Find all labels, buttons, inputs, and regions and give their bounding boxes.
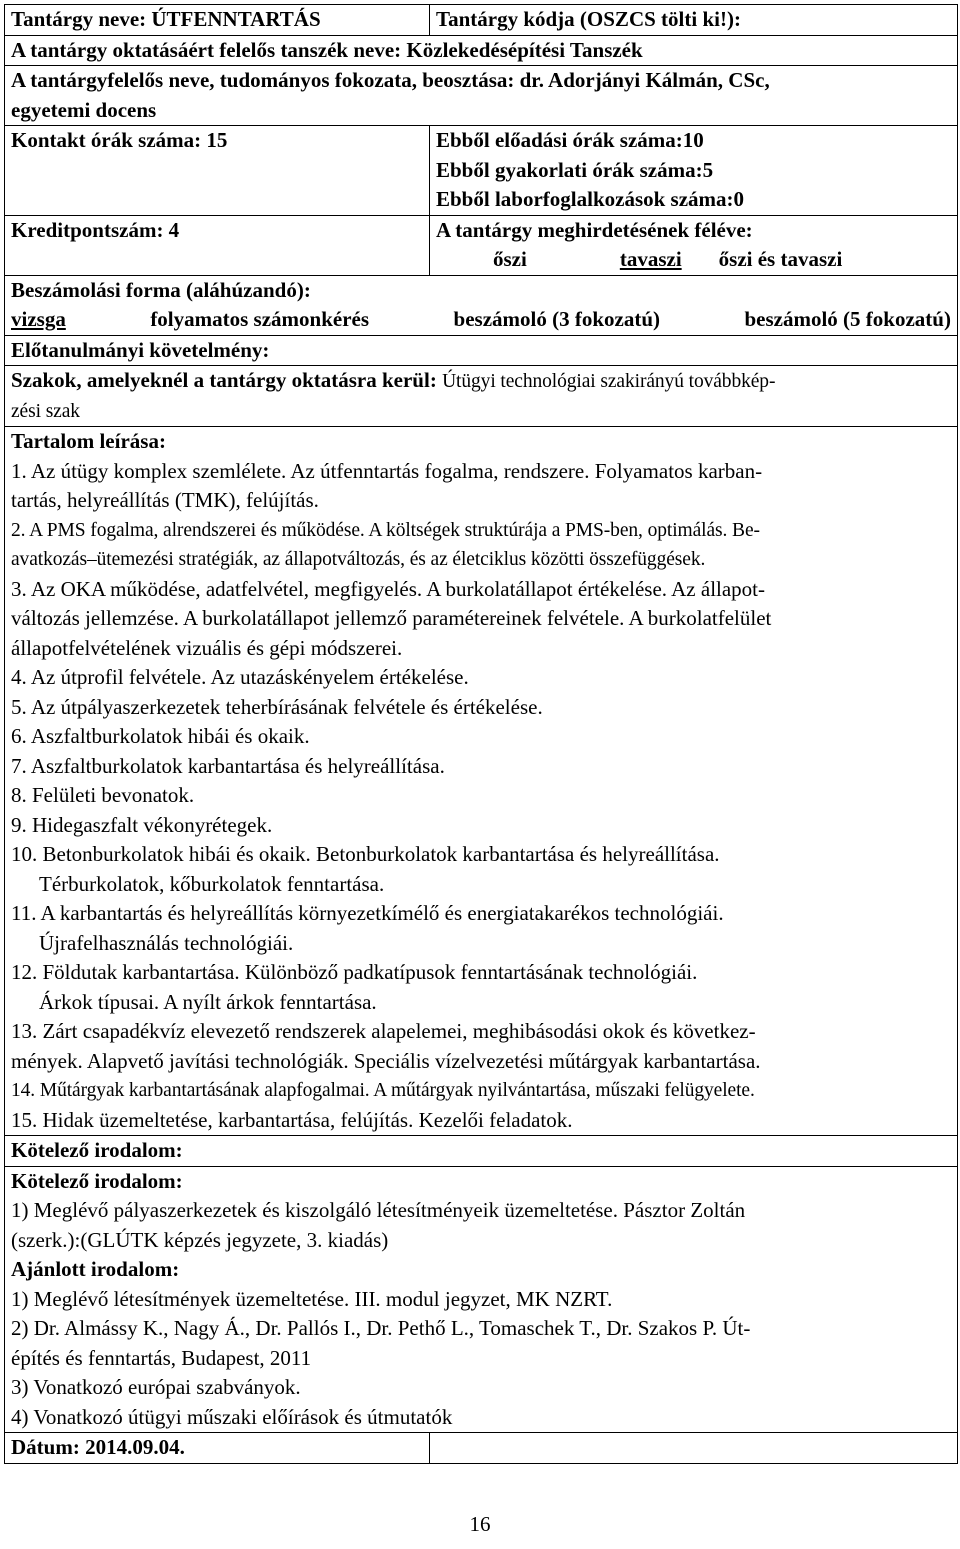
row-credits [5, 215, 958, 275]
content-line: Árkok típusai. A nyílt árkok fenntartása. [39, 989, 377, 1014]
content-line: 12. Földutak karbantartása. Különböző padkatípusok fenntartásának technológiái. [11, 960, 698, 984]
row-course-name [5, 5, 958, 36]
recommended-literature-item: 2) Dr. Almássy K., Nagy Á., Dr. Pallós I., Dr. Pethő L., Tomaschek T., Dr. Szakos P. Út- [11, 1316, 751, 1340]
row-hours [5, 126, 958, 216]
semester-label: A tantárgy meghirdetésének féléve: [436, 217, 753, 242]
assessment-continuous: folyamatos számonkérés [150, 307, 370, 331]
programs [5, 366, 958, 427]
recommended-literature-item: 3) Vonatkozó európai szabványok. [11, 1375, 301, 1399]
hours-breakdown [430, 126, 958, 216]
responsible-line-1: A tantárgyfelelős neve, tudományos fokozata, beosztása: dr. Adorjányi Kálmán, CSc, [11, 68, 770, 92]
assessment-exam: vizsga [11, 307, 66, 331]
row-department [5, 35, 958, 66]
content-line: tartás, helyreállítás (TMK), felújítás. [11, 488, 319, 512]
content-line: mények. Alapvető javítási technológiák. Speciális vízelvezetési műtárgyak karbantartása. [11, 1048, 761, 1073]
content-line: változás jellemzése. A burkolatállapot jellemző paramétereinek felvétele. A burkolatfelület [11, 606, 772, 630]
course-name: Tantárgy neve: ÚTFENNTARTÁS [5, 5, 430, 36]
content-line: 6. Aszfaltburkolatok hibái és okaik. [11, 724, 310, 748]
content-line: 9. Hidegaszfalt vékonyrétegek. [11, 812, 273, 837]
content-line: 3. Az OKA működése, adatfelvétel, megfigyelés. A burkolatállapot értékelése. Az állapot- [11, 576, 766, 601]
content-line: állapotfelvételének vizuális és gépi módszerei. [11, 635, 403, 660]
row-prereq [5, 335, 958, 366]
content-line: 7. Aszfaltburkolatok karbantartása és helyreállítása. [11, 753, 445, 778]
row-programs [5, 366, 958, 427]
assessment [5, 275, 958, 335]
programs-value-1: Útügyi technológiai szakirányú továbbkép- [442, 371, 776, 392]
programs-label: Szakok, amelyeknél a tantárgy oktatásra kerül: [11, 368, 437, 392]
content-line: 1. Az útügy komplex szemlélete. Az útfenntartás fogalma, rendszere. Folyamatos karban- [11, 458, 763, 483]
row-required-literature-2 [5, 1166, 958, 1433]
semester-autumn: őszi [493, 247, 527, 271]
date-empty-cell [430, 1433, 958, 1464]
semester [430, 215, 958, 275]
semester-both: őszi és tavaszi [718, 247, 843, 271]
department: A tantárgy oktatásáért felelős tanszék neve: Közlekedésépítési Tanszék [5, 35, 958, 66]
responsible-person [5, 66, 958, 126]
course-description-form [4, 4, 958, 1464]
date: Dátum: 2014.09.04. [5, 1433, 430, 1464]
content-line: Térburkolatok, kőburkolatok fenntartása. [39, 871, 385, 896]
practice-hours: Ebből gyakorlati órák száma:5 [436, 157, 714, 182]
semester-spring: tavaszi [619, 247, 682, 271]
lecture-hours: Ebből előadási órák száma:10 [436, 128, 704, 152]
prerequisites: Előtanulmányi követelmény: [5, 335, 958, 366]
row-required-literature-1 [5, 1136, 958, 1167]
content-line: 13. Zárt csapadékvíz elevezető rendszerek alapelemei, meghibásodási okok és következ- [11, 1019, 756, 1043]
row-responsible [5, 66, 958, 126]
row-date [5, 1433, 958, 1464]
recommended-literature-item: 4) Vonatkozó útügyi műszaki előírások és útmutatók [11, 1404, 453, 1429]
assessment-options [11, 305, 951, 335]
required-literature-label: Kötelező irodalom: [11, 1168, 183, 1193]
content-line: avatkozás–ütemezési stratégiák, az állapotváltozás, és az életciklus közötti összefüggések. [11, 549, 706, 570]
content-label: Tartalom leírása: [11, 429, 166, 453]
assessment-label: Beszámolási forma (aláhúzandó): [11, 277, 311, 302]
lab-hours: Ebből laborfoglalkozások száma:0 [436, 187, 745, 211]
content-line: 5. Az útpályaszerkezetek teherbírásának felvétele és értékelése. [11, 694, 543, 719]
responsible-line-2: egyetemi docens [11, 97, 157, 122]
course-code: Tantárgy kódja (OSZCS tölti ki!): [430, 5, 958, 36]
programs-value-2: zési szak [11, 400, 80, 422]
content-line: 15. Hidak üzemeltetése, karbantartása, felújítás. Kezelői feladatok. [11, 1107, 573, 1132]
recommended-literature-item: építés és fenntartás, Budapest, 2011 [11, 1345, 312, 1370]
recommended-literature-label: Ajánlott irodalom: [11, 1257, 180, 1281]
literature [5, 1166, 958, 1433]
content-line: Újrafelhasználás technológiái. [39, 930, 294, 955]
required-literature-item: 1) Meglévő pályaszerkezetek és kiszolgáló létesítményeik üzemeltetése. Pásztor Zoltán [11, 1198, 746, 1222]
row-content [5, 427, 958, 1136]
content-line: 4. Az útprofil felvétele. Az utazáskényelem értékelése. [11, 665, 469, 689]
content [5, 427, 958, 1136]
content-line: 10. Betonburkolatok hibái és okaik. Betonburkolatok karbantartása és helyreállítása. [11, 842, 720, 866]
content-line: 8. Felületi bevonatok. [11, 783, 195, 807]
content-line: 11. A karbantartás és helyreállítás környezetkímélő és energiatakarékos technológiái. [11, 901, 724, 925]
contact-hours: Kontakt órák száma: 15 [5, 126, 430, 216]
content-line: 14. Műtárgyak karbantartásának alapfogalmai. A műtárgyak nyilvántartása, műszaki felügyelete. [11, 1080, 755, 1101]
assessment-5-grade: beszámoló (5 fokozatú) [744, 307, 951, 331]
credits: Kreditpontszám: 4 [5, 215, 430, 275]
required-literature-item: (szerk.):(GLÚTK képzés jegyzete, 3. kiadás) [11, 1227, 389, 1252]
row-assessment [5, 275, 958, 335]
content-line: 2. A PMS fogalma, alrendszerei és működése. A költségek struktúrája a PMS-ben, optimálás. Be- [11, 519, 760, 541]
recommended-literature-item: 1) Meglévő létesítmények üzemeltetése. III. modul jegyzet, MK NZRT. [11, 1286, 613, 1311]
semester-options [436, 245, 951, 275]
assessment-3-grade: beszámoló (3 fokozatú) [453, 307, 660, 331]
required-literature-heading: Kötelező irodalom: [5, 1136, 958, 1167]
page-number: 16 [469, 1512, 491, 1536]
